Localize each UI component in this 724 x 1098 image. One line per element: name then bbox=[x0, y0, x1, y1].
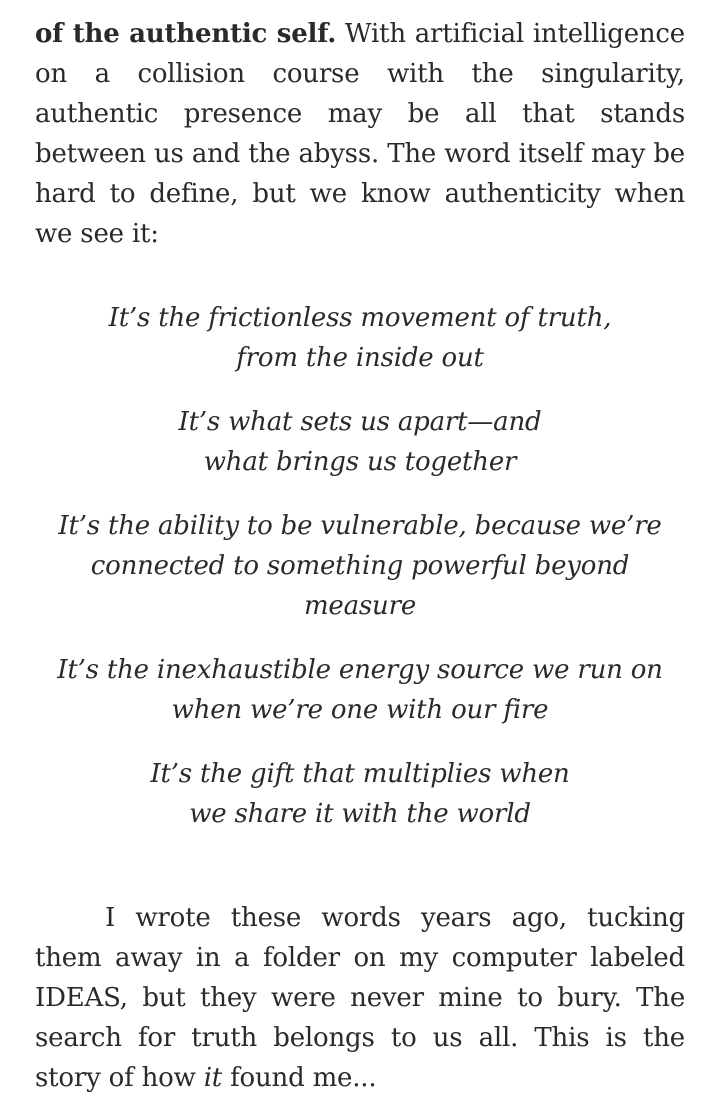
closing-paragraph-text: I wrote these words years ago, tucking them away in a folder on my computer labeled IDEAS, but they were never mine to bury. The search for truth belongs to us all. This is the story of how bbox=[35, 903, 685, 1093]
quote-stanza bbox=[35, 298, 685, 378]
closing-paragraph-end: found me... bbox=[222, 1063, 377, 1093]
quote-line: It’s what sets us apart—and bbox=[178, 407, 542, 437]
authenticity-quotes bbox=[35, 298, 685, 834]
emphasized-word: it bbox=[203, 1063, 223, 1093]
quote-line: when we’re one with our fire bbox=[171, 695, 549, 725]
book-page bbox=[35, 14, 685, 1098]
quote-line: what brings us together bbox=[203, 447, 517, 477]
quote-line: connected to something powerful beyond bbox=[90, 551, 630, 581]
quote-line: It’s the ability to be vulnerable, because we’re bbox=[58, 511, 662, 541]
quote-line: It’s the inexhaustible energy source we run on bbox=[57, 655, 663, 685]
quote-line: we share it with the world bbox=[189, 799, 531, 829]
opening-paragraph bbox=[35, 14, 685, 254]
quote-stanza bbox=[35, 506, 685, 626]
quote-line: from the inside out bbox=[236, 343, 484, 373]
quote-line: It’s the gift that multiplies when bbox=[150, 759, 570, 789]
opening-paragraph-text: With artificial intelligence on a collision course with the singularity, authentic presence may be all that stands between us and the abyss. The word itself may be hard to define, but we know authenticity when we see it: bbox=[35, 19, 685, 249]
quote-stanza bbox=[35, 754, 685, 834]
quote-stanza bbox=[35, 650, 685, 730]
quote-stanza bbox=[35, 402, 685, 482]
bold-lead-phrase: of the authentic self. bbox=[35, 19, 337, 49]
quote-line: measure bbox=[303, 591, 417, 621]
quote-line: It’s the frictionless movement of truth, bbox=[108, 303, 612, 333]
closing-paragraph bbox=[35, 898, 685, 1098]
